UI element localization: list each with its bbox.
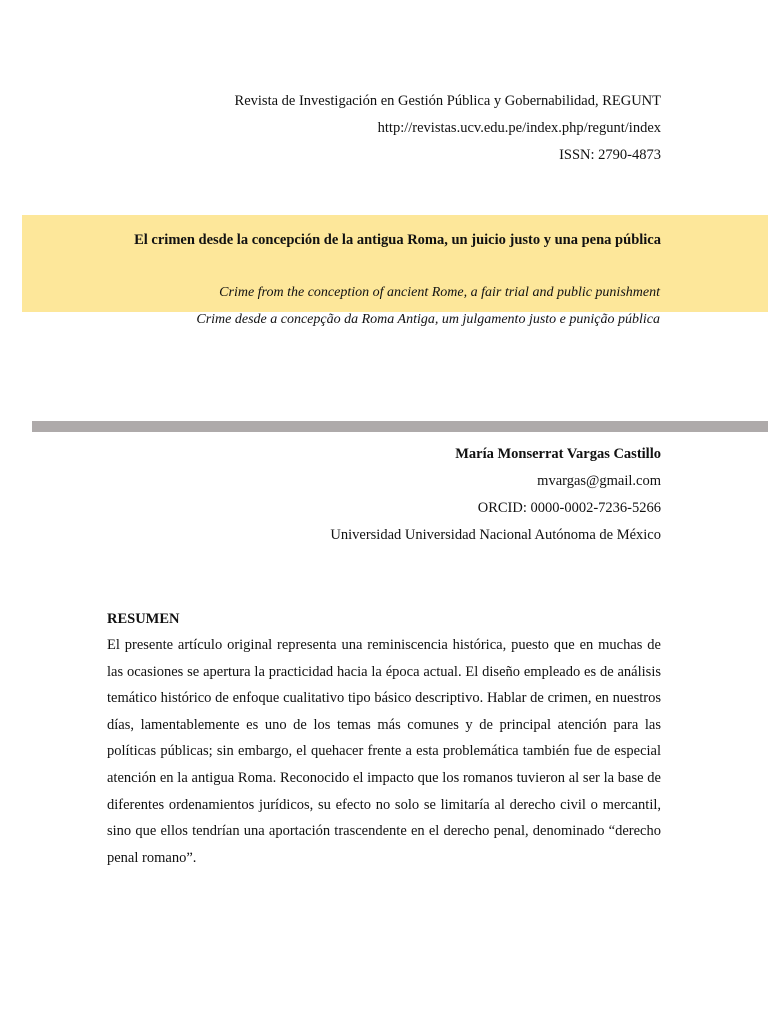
- article-title-english: Crime from the conception of ancient Rome, a fair trial and public punishment: [219, 285, 660, 300]
- section-divider: [32, 421, 768, 432]
- abstract-text: El presente artículo original representa una reminiscencia histórica, puesto que en muchas de las ocasiones se apertura la practicidad hacia la época actual. El diseño empleado es de análisis temático histórico de enfoque cualitativo tipo básico descriptivo. Hablar de crimen, en nuestros días, lamentablemente es uno de los temas más comunes y de principal atención para las políticas públicas; sin embargo, el quehacer frente a esta problemática también fue de especial atención en la antigua Roma. Reconocido el impacto que los romanos tuvieron al ser la base de diferentes ordenamientos jurídicos, su efecto no solo se limitaría al derecho civil o mercantil, sino que ellos tendrían una aportación trascendente en el derecho penal, denominado “derecho penal romano”.: [107, 637, 661, 866]
- abstract-section: [107, 606, 661, 871]
- author-affiliation: Universidad Universidad Nacional Autónoma de México: [330, 527, 661, 543]
- journal-url: http://revistas.ucv.edu.pe/index.php/regunt/index: [377, 120, 661, 136]
- author-block: [330, 441, 661, 549]
- author-orcid: ORCID: 0000-0002-7236-5266: [477, 500, 661, 516]
- article-title-portuguese: Crime desde a concepção da Roma Antiga, um julgamento justo e punição pública: [196, 312, 660, 327]
- author-name: María Monserrat Vargas Castillo: [455, 446, 661, 462]
- abstract-heading: RESUMEN: [107, 611, 180, 627]
- author-email: mvargas@gmail.com: [537, 473, 661, 489]
- journal-issn: ISSN: 2790-4873: [559, 147, 661, 163]
- article-title-spanish: El crimen desde la concepción de la antigua Roma, un juicio justo y una pena pública: [134, 232, 661, 248]
- journal-header: [235, 88, 661, 169]
- journal-name: Revista de Investigación en Gestión Pública y Gobernabilidad, REGUNT: [234, 93, 661, 109]
